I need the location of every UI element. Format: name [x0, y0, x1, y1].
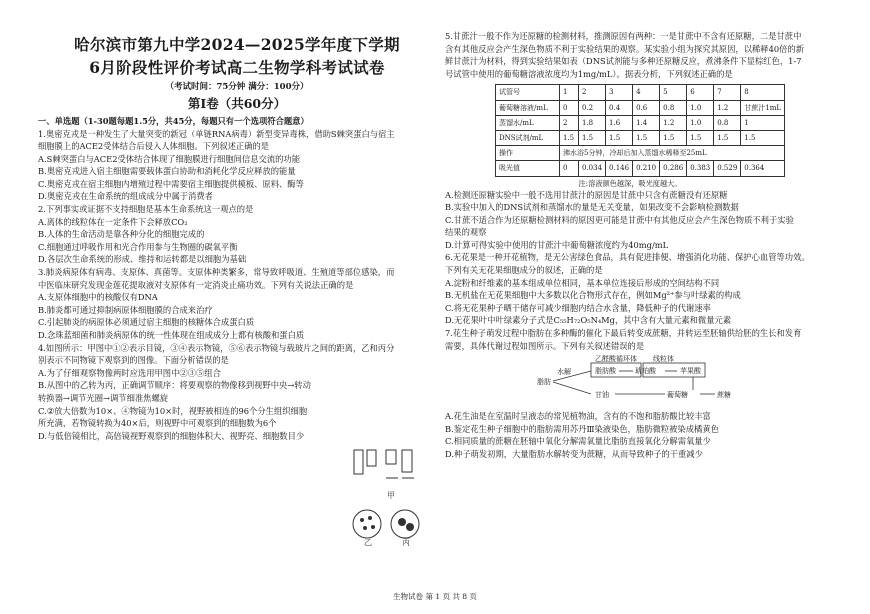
table-cell: 1.5	[741, 130, 785, 145]
table-cell: 2	[579, 85, 606, 100]
table-cell: 1.0	[687, 100, 714, 115]
question-line: 转换器→调节光圈→调节细准焦螺旋	[38, 392, 169, 403]
table-row-header: 试管号	[496, 85, 560, 100]
question-line: B.鉴定花生种子细胞中的脂肪需用苏丹Ⅲ染液染色，脂肪微粒被染成橘黄色	[445, 423, 719, 434]
diagram-sucrose: 蔗糖	[717, 391, 731, 400]
right-question-lines-mid	[445, 189, 845, 353]
question-line: D.计算可得实验中使用的甘蔗汁中葡萄糖浓度约为40mg/mL	[445, 239, 669, 250]
question-line: 4.如图所示：甲图中①②表示目镜，③④表示物镜，⑤⑥表示物镜与载玻片之间的距离，乙和丙分	[38, 342, 395, 353]
question-line: 结果的观察	[445, 227, 487, 238]
question-line: D.念珠蓝细菌和肺炎病原体的统一性体现在组成成分上都有核酸和蛋白质	[38, 330, 305, 340]
diagram-malate: 苹果酸	[680, 367, 701, 376]
question-line: B.实验中加入的DNS试剂和蒸馏水的量是无关变量，如果改变不会影响检测数据	[445, 202, 739, 213]
question-line: 含有其他反应会产生深色物质不利于实验结果的观察。某实验小组为探究其原因，以稀释40倍的新	[445, 43, 805, 54]
table-row	[496, 161, 785, 176]
question-line: A.S棘突蛋白与ACE2受体结合体现了细胞膜进行细胞间信息交流的功能	[38, 153, 301, 164]
question-line: B.无机盐在无花果细胞中大多数以化合物形式存在，例如Mg²⁺参与叶绿素的构成	[445, 290, 741, 301]
exam-title-line1: 哈尔滨市第九中学2024—2025学年度下学期	[74, 35, 400, 54]
figure-label-yi: 乙	[364, 538, 372, 546]
page-footer: 生物试卷 第 1 页 共 8 页	[393, 592, 477, 601]
table-row-header: 操作	[496, 146, 560, 161]
table-row	[496, 115, 785, 130]
diagram-succinate: 琥珀酸	[635, 367, 656, 376]
table-cell: 1.5	[660, 130, 687, 145]
table-cell: 1.0	[687, 115, 714, 130]
table-cell: 0.529	[714, 161, 741, 176]
question-line: D.与低倍镜相比，高倍镜视野观察到的细胞体积大、视野亮、细胞数目少	[38, 430, 305, 441]
table-cell: 甘蔗汁1mL	[741, 100, 785, 115]
question-line: D.种子萌发初期，大量脂肪水解转变为蔗糖，从而导致种子的干重减少	[445, 449, 703, 459]
table-cell: 1.2	[714, 100, 741, 115]
question-line: C.甘蔗不适合作为还原糖检测材料的原因更可能是甘蔗中有其他反应会产生深色物质不利于实验	[445, 214, 794, 225]
right-column	[445, 30, 845, 461]
question-line: 2.下列事实或证据不支持细胞是基本生命系统这一观点的是	[38, 204, 254, 215]
question-line: D.奥密克戎在生命系统的组成成分中属于消费者	[38, 191, 213, 202]
right-question-lines-bottom	[445, 410, 845, 460]
table-cell: 1.6	[606, 115, 633, 130]
microscope-figure	[350, 448, 430, 546]
table-row	[496, 130, 785, 145]
table-cell: 7	[714, 85, 741, 100]
question-line: 号试管中使用的葡萄糖溶液浓度均为1mg/mL）。据表分析，下列叙述正确的是	[445, 68, 733, 79]
question-line: 7.花生种子萌发过程中脂肪在多种酶的催化下最后转变成蔗糖，并转运至胚轴供给胚的生长和发育	[445, 328, 802, 339]
table-row	[496, 146, 785, 161]
question-line: B.人体的生命活动是靠各种分化的细胞完成的	[38, 229, 205, 240]
question-line: 1.奥密克戎是一种发生了大量突变的新冠（单链RNA病毒）新型变异毒株，借助S棘突蛋白与宿主	[38, 128, 395, 139]
diagram-glucose: 葡萄糖	[667, 391, 688, 400]
table-cell: 1	[741, 115, 785, 130]
table-cell: 0.146	[606, 161, 633, 176]
table-cell: 0	[560, 100, 579, 115]
table-cell: 1.5	[579, 130, 606, 145]
table-cell: 1	[560, 85, 579, 100]
table-cell: 0.034	[579, 161, 606, 176]
question-line: 下列有关无花果细胞成分的叙述，正确的是	[445, 265, 603, 276]
question-line: 细胞膜上的ACE2受体结合后侵入人体细胞。下列叙述正确的是	[38, 141, 270, 152]
table-cell: 1.8	[579, 115, 606, 130]
table-row-header: 蒸馏水/mL	[496, 115, 560, 130]
table-row-header: DNS试剂/mL	[496, 130, 560, 145]
question-line: B.从图中的乙转为丙，正确调节顺序：将要观察的物像移到视野中央→转动	[38, 380, 311, 391]
diagram-arrows	[445, 354, 775, 409]
question-line: A.离体的线粒体在一定条件下会释放CO₂	[38, 216, 188, 227]
question-line: A.支原体细胞中的核酸仅有DNA	[38, 292, 158, 303]
question-line: A.检测还原糖实验中一般不选用甘蔗汁的原因是甘蔗中只含有蔗糖没有还原糖	[445, 189, 728, 200]
table-cell: 6	[687, 85, 714, 100]
table-cell: 0.8	[714, 115, 741, 130]
table-cell: 4	[633, 85, 660, 100]
diagram-fatty-acid: 脂肪酸	[595, 367, 616, 376]
question-line: 别表示不同物镜下观察到的图像。下面分析错误的是	[38, 355, 229, 366]
table-cell: 1.5	[560, 130, 579, 145]
table-cell: 8	[741, 85, 785, 100]
question-line: C.将无花果种子晒干储存可减少细胞内结合水含量，降低种子的代谢速率	[445, 302, 711, 313]
question-line: 鲜甘蔗汁为材料，得到实验结果如表（DNS试剂能与多种还原糖反应，煮沸条件下显棕红色，1-7	[445, 56, 802, 67]
right-question-lines-top	[445, 30, 845, 80]
table-row	[496, 100, 785, 115]
question-line: 3.肺炎病原体有病毒、支原体、真菌等。支原体种类繁多，常导致呼吸道、生殖道等部位感染，而	[38, 267, 395, 278]
figure-label-jia: 甲	[387, 491, 395, 500]
table-cell: 5	[660, 85, 687, 100]
table-cell: 0.364	[741, 161, 785, 176]
question-line: 所充满，若物镜转换为40×后，则视野中可观察到的细胞数为6个	[38, 418, 277, 429]
table-cell: 1.5	[714, 130, 741, 145]
table-cell: 0.2	[579, 100, 606, 115]
diagram-label-glyoxysome: 乙醛酸循环体	[595, 355, 637, 364]
diagram-label-mitochondria: 线粒体	[653, 355, 674, 364]
question-line: 中医临床研究发现金莲花提取液对支原体有一定消炎止痛功效。下列有关说法正确的是	[38, 279, 354, 290]
table-cell: 1.4	[633, 115, 660, 130]
question-line: C.相同质量的蔗糖在胚轴中氧化分解需氧量比脂肪直接氧化分解需氧量少	[445, 436, 711, 447]
table-cell: 沸水浴5分钟，冷却后加入蒸馏水稀释至25mL	[560, 146, 785, 161]
diagram-fat: 脂肪	[537, 378, 551, 387]
exam-title-line2: 6月阶段性评价考试高二生物学科考试试卷	[89, 58, 385, 77]
question-line: D.无花果叶中叶绿素分子式是C₅₅H₇₂O₅N₄Mg，其中含有大量元素和微量元素	[445, 315, 732, 326]
table-row-header: 吸光值	[496, 161, 560, 176]
question-line: B.奥密克戎进入宿主细胞需要载体蛋白协助和消耗化学反应释放的能量	[38, 166, 296, 177]
figure-label-bing: 丙	[402, 538, 410, 546]
diagram-glycerol: 甘油	[595, 391, 609, 400]
question-line: B.肺炎都可通过抑制病原体细胞膜的合成来治疗	[38, 304, 213, 315]
table-cell: 0.6	[633, 100, 660, 115]
table-cell: 2	[560, 115, 579, 130]
volume-heading: 第Ⅰ卷（共60分）	[187, 96, 287, 111]
question-line: C.奥密克戎在宿主细胞内增殖过程中需要宿主细胞提供模板、原料、酶等	[38, 178, 304, 189]
question-line: A.花生油是在室温时呈液态的常见植物油，含有的不饱和脂肪酸比较丰富	[445, 411, 711, 422]
experiment-table	[495, 84, 785, 176]
table-row	[496, 85, 785, 100]
table-cell: 0.4	[606, 100, 633, 115]
question-line: C.引起肺炎的病原体必须通过宿主细胞的核糖体合成蛋白质	[38, 317, 255, 328]
table-cell: 1.5	[633, 130, 660, 145]
table-cell: 0.8	[660, 100, 687, 115]
left-question-lines	[38, 128, 436, 443]
table-cell: 0.383	[687, 161, 714, 176]
table-cell: 1.5	[687, 130, 714, 145]
metabolism-diagram	[445, 354, 845, 409]
question-line: C.②放大倍数为10×、④物镜为10×时，视野被相连的96个分生组织细胞	[38, 405, 308, 416]
question-line: 5.甘蔗汁一般不作为还原糖的检测材料，推测原因有两种：一是甘蔗中不含有还原糖，二是甘蔗中	[445, 31, 802, 41]
section-heading: 一、单选题（1-30题每题1.5分，共45分，每题只有一个选项符合题意）	[38, 116, 309, 126]
table-cell: 3	[606, 85, 633, 100]
table-row-header: 葡萄糖溶液/mL	[496, 100, 560, 115]
table-note: 注:溶液颜色越深，吸光度越大。	[578, 178, 682, 188]
exam-meta: （考试时间：75分钟 满分：100分）	[165, 82, 309, 92]
table-cell: 1.5	[606, 130, 633, 145]
question-line: 需要，具体代谢过程如图所示。下列有关叙述错误的是	[445, 340, 645, 351]
table-cell: 0	[560, 161, 579, 176]
question-line: C.细胞通过呼吸作用和光合作用参与生物圈的碳氧平衡	[38, 241, 238, 252]
question-line: A.为了仔细观察物像两时应选用甲图中②③⑤组合	[38, 367, 221, 378]
question-line: A.淀粉和纤维素的基本组成单位相同，基本单位连接后形成的空间结构不同	[445, 277, 720, 288]
question-line: D.各层次生命系统的形成、维持和运转都是以细胞为基础	[38, 254, 247, 265]
left-column	[38, 34, 436, 546]
table-cell: 0.210	[633, 161, 660, 176]
question-line: 6.无花果是一种开花植物，是无公害绿色食品，具有促进排便、增强消化功能、保护心血管等功效。	[445, 252, 810, 263]
table-cell: 0.286	[660, 161, 687, 176]
table-cell: 1.2	[660, 115, 687, 130]
diagram-hydrolysis: 水解	[557, 368, 571, 377]
